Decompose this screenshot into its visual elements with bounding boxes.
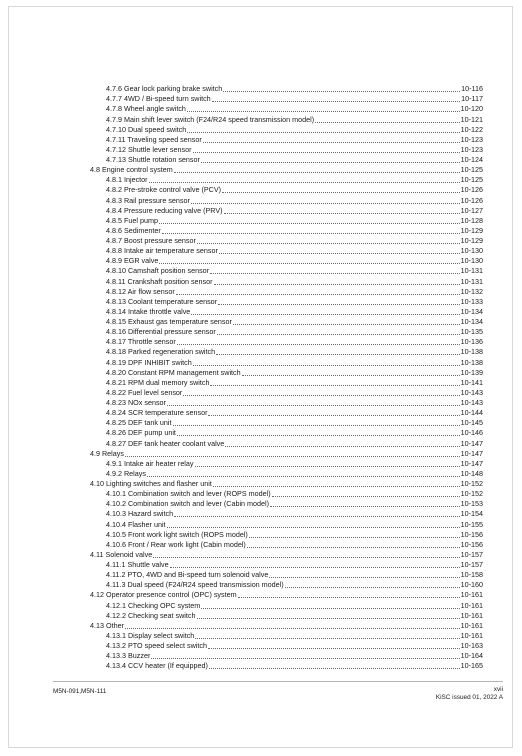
footer-divider (53, 681, 503, 682)
toc-entry[interactable] (90, 337, 483, 347)
toc-entry[interactable] (90, 570, 483, 580)
toc-entry-title: 4.13.3 Buzzer (106, 651, 151, 661)
toc-entry-title: 4.8.9 EGR valve (106, 256, 159, 266)
toc-entry-title: 4.7.6 Gear lock parking brake switch (106, 84, 223, 94)
toc-entry[interactable] (90, 276, 483, 286)
toc-dot-leader (242, 375, 460, 376)
toc-entry[interactable] (90, 297, 483, 307)
toc-entry-title: 4.8.24 SCR temperature sensor (106, 408, 208, 418)
toc-entry[interactable] (90, 327, 483, 337)
toc-entry-page: 10-161 (460, 590, 483, 600)
toc-entry-title: 4.13 Other (90, 620, 124, 630)
toc-entry[interactable] (90, 94, 483, 104)
toc-entry[interactable] (90, 489, 483, 499)
toc-entry-page: 10-132 (460, 286, 483, 296)
toc-entry[interactable] (90, 509, 483, 519)
toc-entry-page: 10-156 (460, 529, 483, 539)
toc-dot-leader (187, 132, 459, 133)
toc-dot-leader (223, 91, 460, 92)
toc-entry[interactable] (90, 469, 483, 479)
toc-entry[interactable] (90, 631, 483, 641)
toc-entry-title: 4.8.18 Parked regeneration switch (106, 347, 216, 357)
toc-entry-title: 4.8.7 Boost pressure sensor (106, 236, 196, 245)
toc-entry-title: 4.11 Solenoid valve (90, 549, 153, 559)
toc-dot-leader (173, 425, 460, 426)
toc-entry-title: 4.8.15 Exhaust gas temperature sensor (106, 317, 232, 326)
toc-dot-leader (153, 557, 459, 558)
toc-dot-leader (195, 638, 459, 639)
toc-entry[interactable] (90, 580, 483, 590)
toc-entry[interactable] (90, 236, 483, 246)
toc-entry-title: 4.9 Relays (90, 448, 124, 458)
toc-entry[interactable] (90, 125, 483, 135)
toc-entry[interactable] (90, 388, 483, 398)
toc-entry-page: 10-131 (460, 276, 483, 286)
toc-entry[interactable] (90, 530, 483, 540)
toc-dot-leader (208, 415, 459, 416)
footer-right-block (436, 686, 503, 702)
toc-entry[interactable] (90, 479, 483, 489)
toc-dot-leader (269, 577, 459, 578)
toc-dot-leader (197, 618, 460, 619)
toc-entry-title: 4.8.13 Coolant temperature sensor (106, 296, 218, 306)
toc-entry-title: 4.8.19 DPF INHIBIT switch (106, 357, 192, 367)
toc-dot-leader (125, 628, 460, 629)
toc-dot-leader (162, 233, 460, 234)
toc-entry-page: 10-147 (460, 438, 483, 448)
toc-dot-leader (183, 395, 459, 396)
toc-entry-page: 10-152 (460, 489, 483, 499)
toc-entry-title: 4.8.11 Crankshaft position sensor (106, 276, 213, 286)
toc-entry-page: 10-157 (460, 560, 483, 569)
toc-entry-page: 10-123 (460, 144, 483, 154)
toc-dot-leader (238, 597, 460, 598)
toc-dot-leader (149, 182, 460, 183)
toc-entry-page: 10-127 (460, 205, 483, 215)
toc-dot-leader (209, 668, 460, 669)
toc-entry[interactable] (90, 104, 483, 114)
toc-dot-leader (159, 223, 460, 224)
toc-dot-leader (208, 648, 460, 649)
toc-entry-title: 4.7.7 4WD / Bi-speed turn switch (106, 94, 211, 104)
toc-dot-leader (219, 253, 460, 254)
toc-entry-page: 10-130 (460, 246, 483, 256)
toc-entry[interactable] (90, 145, 483, 155)
toc-dot-leader (217, 334, 460, 335)
toc-dot-leader (174, 172, 460, 173)
toc-entry-title: 4.9.1 Intake air heater relay (106, 458, 194, 468)
toc-entry-page: 10-165 (460, 661, 483, 671)
toc-entry[interactable] (90, 357, 483, 367)
footer-page-number: xvii (493, 686, 503, 693)
toc-entry[interactable] (90, 540, 483, 550)
toc-entry-page: 10-161 (460, 610, 483, 620)
toc-entry-title: 4.10.3 Hazard switch (106, 509, 174, 519)
table-of-contents (90, 84, 483, 671)
toc-dot-leader (216, 354, 460, 355)
toc-entry-page: 10-145 (460, 418, 483, 428)
toc-entry[interactable] (90, 438, 483, 448)
toc-dot-leader (147, 476, 460, 477)
toc-entry[interactable] (90, 206, 483, 216)
toc-entry-title: 4.11.2 PTO, 4WD and Bi-speed turn solenoid valve (106, 570, 269, 580)
toc-dot-leader (174, 516, 459, 517)
toc-entry-page: 10-139 (460, 367, 483, 377)
toc-entry[interactable] (90, 84, 483, 94)
toc-dot-leader (197, 243, 460, 244)
toc-entry-title: 4.8.23 NOx sensor (106, 398, 166, 407)
toc-entry[interactable] (90, 185, 483, 195)
toc-dot-leader (195, 466, 460, 467)
toc-entry-title: 4.7.13 Shuttle rotation sensor (106, 155, 200, 164)
toc-entry-title: 4.8.1 Injector (106, 175, 148, 185)
toc-entry[interactable] (90, 317, 483, 327)
toc-entry-title: 4.8.8 Intake air temperature sensor (106, 246, 218, 256)
toc-entry-page: 10-164 (460, 651, 483, 661)
toc-entry[interactable] (90, 216, 483, 226)
toc-entry-title: 4.11.1 Shuttle valve (106, 560, 169, 569)
toc-entry-title: 4.13.1 Display select switch (106, 630, 195, 640)
toc-entry-page: 10-147 (460, 458, 483, 468)
toc-dot-leader (247, 547, 460, 548)
toc-dot-leader (125, 456, 460, 457)
toc-entry-page: 10-156 (460, 539, 483, 549)
toc-entry[interactable] (90, 266, 483, 276)
toc-dot-leader (225, 446, 459, 447)
toc-entry-page: 10-129 (460, 236, 483, 245)
toc-entry-title: 4.8.22 Fuel level sensor (106, 387, 183, 397)
toc-entry-title: 4.10.1 Combination switch and lever (ROPS model) (106, 489, 271, 499)
toc-entry-page: 10-147 (460, 448, 483, 458)
toc-entry-page: 10-136 (460, 337, 483, 347)
toc-dot-leader (210, 273, 460, 274)
toc-entry-title: 4.8.2 Pre-stroke control valve (PCV) (106, 185, 222, 195)
toc-entry-page: 10-133 (460, 296, 483, 306)
toc-entry-page: 10-123 (460, 134, 483, 144)
toc-entry-page: 10-120 (460, 104, 483, 114)
toc-entry-page: 10-141 (460, 377, 483, 387)
toc-dot-leader (193, 152, 460, 153)
toc-entry[interactable] (90, 550, 483, 560)
toc-entry-page: 10-160 (460, 580, 483, 590)
toc-entry-page: 10-143 (460, 398, 483, 407)
toc-dot-leader (285, 587, 460, 588)
toc-dot-leader (315, 122, 459, 123)
toc-entry-page: 10-134 (460, 306, 483, 316)
toc-entry-page: 10-144 (460, 408, 483, 418)
toc-entry[interactable] (90, 428, 483, 438)
toc-dot-leader (159, 263, 459, 264)
toc-dot-leader (224, 213, 460, 214)
toc-entry-page: 10-128 (460, 215, 483, 225)
toc-entry-page: 10-154 (460, 509, 483, 519)
toc-entry-page: 10-157 (460, 549, 483, 559)
toc-entry-title: 4.13.2 PTO speed select switch (106, 641, 207, 650)
toc-entry[interactable] (90, 165, 483, 175)
toc-entry[interactable] (90, 641, 483, 651)
toc-entry-page: 10-143 (460, 387, 483, 397)
toc-entry-page: 10-126 (460, 185, 483, 195)
toc-entry-title: 4.7.10 Dual speed switch (106, 124, 187, 134)
toc-entry-page: 10-131 (460, 266, 483, 276)
toc-entry[interactable] (90, 499, 483, 509)
toc-entry-title: 4.8.16 Differential pressure sensor (106, 327, 216, 337)
toc-dot-leader (151, 658, 459, 659)
toc-entry-page: 10-153 (460, 499, 483, 509)
toc-entry-title: 4.8.21 RPM dual memory switch (106, 377, 210, 387)
toc-entry-page: 10-163 (460, 641, 483, 650)
toc-entry-title: 4.8.12 Air flow sensor (106, 286, 175, 296)
toc-entry[interactable] (90, 600, 483, 610)
toc-entry[interactable] (90, 590, 483, 600)
toc-dot-leader (167, 527, 460, 528)
toc-entry-page: 10-161 (460, 620, 483, 630)
toc-dot-leader (177, 435, 460, 436)
toc-entry[interactable] (90, 560, 483, 570)
toc-entry-page: 10-138 (460, 357, 483, 367)
toc-entry-title: 4.8.3 Rail pressure sensor (106, 195, 190, 205)
toc-entry[interactable] (90, 398, 483, 408)
toc-entry-title: 4.8.6 Sedimenter (106, 225, 161, 235)
toc-entry-title: 4.8.14 Intake throttle valve (106, 306, 191, 316)
toc-entry-title: 4.8.27 DEF tank heater coolant valve (106, 438, 225, 448)
toc-entry-title: 4.11.3 Dual speed (F24/R24 speed transmission model) (106, 580, 284, 590)
toc-entry-page: 10-121 (460, 114, 483, 124)
toc-dot-leader (218, 304, 460, 305)
toc-entry[interactable] (90, 307, 483, 317)
toc-dot-leader (187, 111, 460, 112)
toc-entry-title: 4.8 Engine control system (90, 165, 173, 175)
toc-dot-leader (213, 486, 460, 487)
toc-dot-leader (176, 294, 460, 295)
toc-entry[interactable] (90, 418, 483, 428)
toc-entry-page: 10-148 (460, 468, 483, 478)
toc-entry-title: 4.12.2 Checking seat switch (106, 610, 196, 620)
toc-dot-leader (191, 314, 459, 315)
toc-entry[interactable] (90, 175, 483, 185)
toc-entry-page: 10-124 (460, 155, 483, 164)
toc-entry[interactable] (90, 449, 483, 459)
toc-entry[interactable] (90, 287, 483, 297)
toc-entry-page: 10-129 (460, 225, 483, 235)
toc-dot-leader (193, 365, 460, 366)
toc-entry-title: 4.7.9 Main shift lever switch (F24/R24 speed transmission model) (106, 114, 315, 124)
toc-entry[interactable] (90, 611, 483, 621)
toc-entry[interactable] (90, 155, 483, 165)
toc-dot-leader (272, 496, 460, 497)
toc-entry[interactable] (90, 368, 483, 378)
toc-entry-page: 10-130 (460, 256, 483, 266)
toc-entry-title: 4.8.10 Camshaft position sensor (106, 266, 210, 276)
toc-entry-page: 10-126 (460, 195, 483, 205)
toc-entry-page: 10-146 (460, 428, 483, 438)
toc-dot-leader (203, 142, 460, 143)
toc-entry-title: 4.9.2 Relays (106, 468, 146, 478)
footer-issue: KiSC issued 01, 2022 A (435, 694, 503, 701)
toc-entry-title: 4.7.11 Traveling speed sensor (106, 134, 202, 144)
toc-dot-leader (167, 405, 460, 406)
toc-entry[interactable] (90, 378, 483, 388)
toc-entry-page: 10-116 (461, 84, 483, 94)
toc-dot-leader (170, 567, 460, 568)
toc-entry-page: 10-161 (460, 600, 483, 610)
toc-entry-title: 4.8.5 Fuel pump (106, 215, 158, 225)
toc-entry[interactable] (90, 459, 483, 469)
toc-dot-leader (212, 101, 460, 102)
toc-entry-title: 4.12.1 Checking OPC system (106, 600, 201, 610)
toc-dot-leader (201, 608, 459, 609)
toc-dot-leader (233, 324, 460, 325)
toc-entry[interactable] (90, 408, 483, 418)
toc-dot-leader (191, 203, 460, 204)
toc-entry[interactable] (90, 114, 483, 124)
toc-entry-title: 4.8.20 Constant RPM management switch (106, 367, 241, 377)
toc-dot-leader (210, 385, 459, 386)
footer-model: M5N-091,M5N-111 (53, 688, 107, 695)
toc-dot-leader (249, 537, 460, 538)
toc-entry-title: 4.8.25 DEF tank unit (106, 418, 172, 428)
toc-entry-title: 4.8.4 Pressure reducing valve (PRV) (106, 205, 223, 215)
toc-dot-leader (177, 344, 460, 345)
toc-dot-leader (214, 284, 460, 285)
toc-entry-title: 4.7.12 Shuttle lever sensor (106, 144, 192, 154)
toc-entry-page: 10-134 (460, 317, 483, 326)
toc-entry-page: 10-155 (460, 519, 483, 529)
toc-entry-page: 10-125 (460, 175, 483, 185)
toc-dot-leader (222, 192, 460, 193)
toc-entry-page: 10-125 (460, 165, 483, 175)
toc-entry-page: 10-117 (461, 94, 483, 104)
toc-dot-leader (201, 162, 460, 163)
toc-entry-title: 4.10.5 Front work light switch (ROPS model) (106, 529, 248, 539)
toc-entry[interactable] (90, 246, 483, 256)
toc-entry[interactable] (90, 195, 483, 205)
toc-entry-title: 4.13.4 CCV heater (If equipped) (106, 661, 208, 671)
toc-entry-title: 4.10.6 Front / Rear work light (Cabin model) (106, 539, 246, 549)
toc-entry[interactable] (90, 621, 483, 631)
toc-entry-page: 10-161 (460, 630, 483, 640)
toc-entry[interactable] (90, 347, 483, 357)
toc-entry[interactable] (90, 135, 483, 145)
toc-entry[interactable] (90, 651, 483, 661)
toc-entry[interactable] (90, 226, 483, 236)
toc-entry-title: 4.8.26 DEF pump unit (106, 428, 176, 438)
toc-dot-leader (270, 506, 460, 507)
toc-entry-title: 4.7.8 Wheel angle switch (106, 104, 186, 114)
toc-entry-title: 4.10.2 Combination switch and lever (Cabin model) (106, 499, 269, 509)
toc-entry-page: 10-158 (460, 570, 483, 580)
toc-entry-title: 4.8.17 Throttle sensor (106, 337, 176, 347)
toc-entry-page: 10-138 (460, 347, 483, 357)
toc-entry[interactable] (90, 661, 483, 671)
toc-entry-title: 4.10 Lighting switches and flasher unit (90, 479, 212, 488)
toc-entry-title: 4.12 Operator presence control (OPC) system (90, 590, 237, 600)
toc-entry[interactable] (90, 256, 483, 266)
toc-entry[interactable] (90, 519, 483, 529)
toc-entry-page: 10-135 (460, 327, 483, 337)
toc-entry-page: 10-152 (460, 479, 483, 488)
toc-entry-title: 4.10.4 Flasher unit (106, 519, 166, 529)
toc-entry-page: 10-122 (460, 124, 483, 134)
